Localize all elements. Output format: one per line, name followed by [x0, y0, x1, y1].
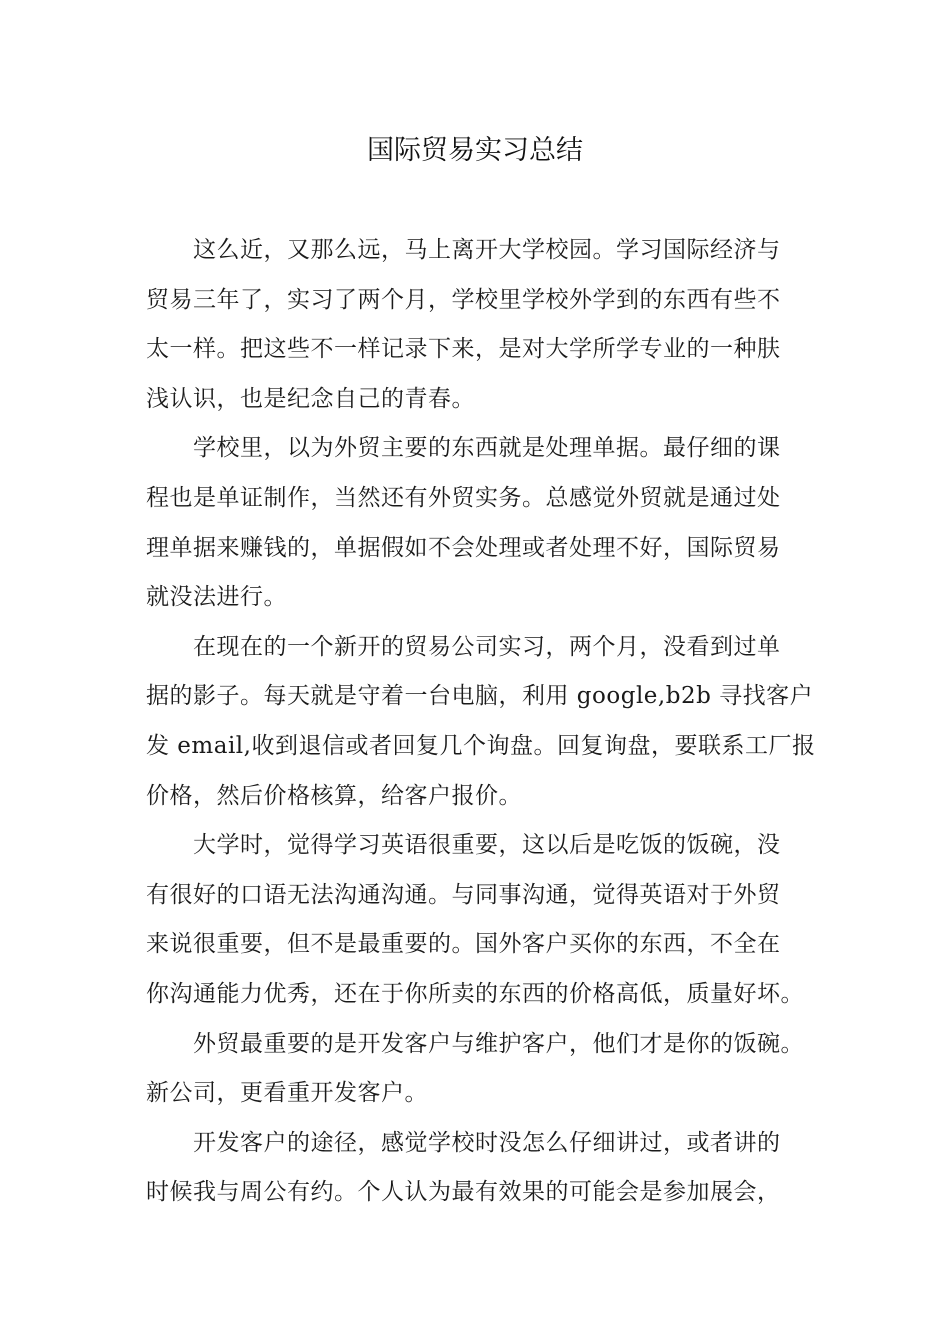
- body-line: 理单据来赚钱的，单据假如不会处理或者处理不好，国际贸易: [146, 534, 781, 561]
- body-line: 在现在的一个新开的贸易公司实习，两个月，没看到过单: [193, 633, 781, 660]
- document-body: [146, 226, 816, 1218]
- body-line: 太一样。把这些不一样记录下来，是对大学所学专业的一种肤: [146, 336, 781, 363]
- body-line: 发 email,收到退信或者回复几个询盘。回复询盘，要联系工厂报: [146, 732, 816, 759]
- body-line: 新公司，更看重开发客户。: [146, 1080, 428, 1107]
- body-line: 就没法进行。: [146, 584, 287, 611]
- body-line: 你沟通能力优秀，还在于你所卖的东西的价格高低，质量好坏。: [146, 980, 804, 1007]
- document-title: 国际贸易实习总结: [367, 135, 583, 166]
- body-line: 外贸最重要的是开发客户与维护客户，他们才是你的饭碗。: [193, 1030, 804, 1057]
- body-line: 有很好的口语无法沟通沟通。与同事沟通，觉得英语对于外贸: [146, 881, 781, 908]
- body-line: 时候我与周公有约。个人认为最有效果的可能会是参加展会，: [146, 1179, 781, 1206]
- body-line: 开发客户的途径，感觉学校时没怎么仔细讲过，或者讲的: [193, 1129, 781, 1156]
- body-line: 程也是单证制作，当然还有外贸实务。总感觉外贸就是通过处: [146, 484, 781, 511]
- body-line: 据的影子。每天就是守着一台电脑，利用 google,b2b 寻找客户: [146, 683, 814, 710]
- body-line: 这么近，又那么远，马上离开大学校园。学习国际经济与: [193, 237, 781, 263]
- body-line: 大学时，觉得学习英语很重要，这以后是吃饭的饭碗，没: [193, 832, 781, 859]
- body-line: 来说很重要，但不是最重要的。国外客户买你的东西，不全在: [146, 931, 781, 958]
- body-line: 学校里，以为外贸主要的东西就是处理单据。最仔细的课: [193, 435, 781, 462]
- body-line: 价格，然后价格核算，给客户报价。: [146, 782, 522, 809]
- body-line: 浅认识，也是纪念自己的青春。: [146, 385, 475, 412]
- body-line: 贸易三年了，实习了两个月，学校里学校外学到的东西有些不: [146, 286, 781, 313]
